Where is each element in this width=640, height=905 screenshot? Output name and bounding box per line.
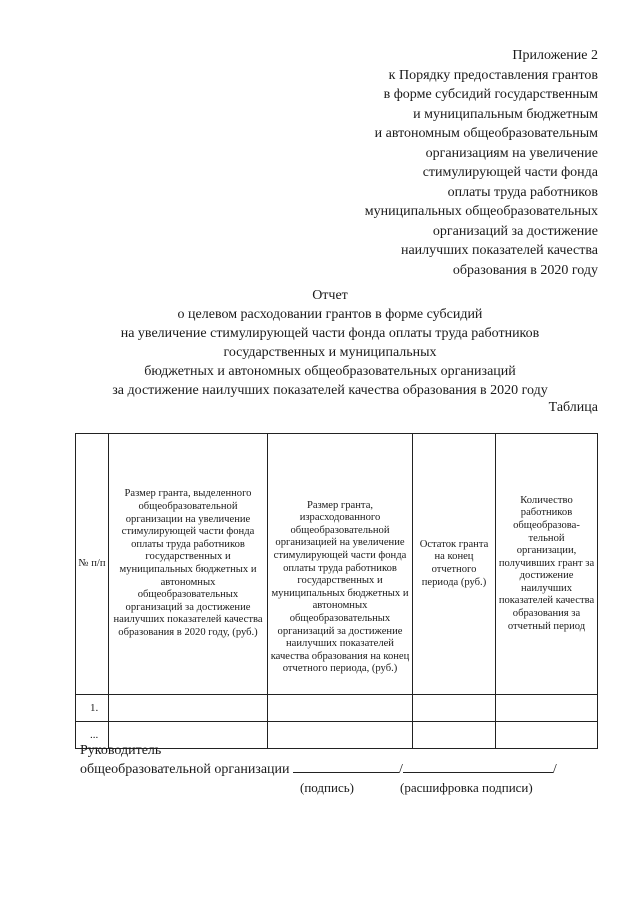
appendix-line: стимулирующей части фонда (422, 165, 598, 180)
report-title-line: за достижение наилучших показателей качества образования в 2020 году (112, 383, 548, 398)
table-row (76, 695, 598, 722)
appendix-line: оплаты труда работников (447, 184, 598, 200)
appendix-line: к Порядку предоставления грантов (388, 67, 598, 83)
report-title (60, 286, 600, 400)
report-title-line: государственных и муниципальных (223, 345, 437, 360)
appendix-line: в форме субсидий государственным (383, 87, 598, 102)
table-cell-number: 1. (76, 695, 109, 722)
table-header-row (76, 434, 598, 695)
header-number: № п/п (76, 434, 109, 695)
header-employee-count: Количество работников общеобразова-тельной организации, получивших грант за достижение наилучших показателей качества образования за отчетный период (496, 434, 598, 695)
report-table (75, 433, 598, 749)
header-grant-remaining: Остаток гранта на конец отчетного периода (руб.) (413, 434, 496, 695)
report-title-line: Отчет (312, 288, 348, 303)
table-cell-number: ... (76, 722, 109, 749)
report-title-line: бюджетных и автономных общеобразовательных организаций (144, 364, 516, 379)
signature-org-label: общеобразовательной организации (80, 762, 290, 777)
signature-heading: Руководитель (80, 743, 162, 758)
table-label: Таблица (548, 400, 598, 415)
signature-row (80, 759, 580, 778)
appendix-line: организациям на увеличение (425, 145, 598, 161)
header-grant-spent: Размер гранта, израсходованного общеобразовательной организацией на увеличение стимулирующей части фонда оплаты труда работников государственных и муниципальных бюджетных и автономных общеобразовательных организаций за достижение наилучших показателей качества образования на конец отчетного периода, (руб.) (268, 434, 413, 695)
appendix-line: наилучших показателей качества (400, 243, 598, 258)
table-cell (268, 695, 413, 722)
appendix-line: муниципальных общеобразовательных (364, 204, 598, 219)
table-cell (496, 695, 598, 722)
appendix-line: образования в 2020 году (452, 262, 598, 278)
report-title-line: на увеличение стимулирующей части фонда оплаты труда работников (120, 326, 540, 341)
signature-slash-end: / (552, 762, 557, 777)
signature-block (80, 742, 580, 794)
signature-decoding-line (403, 759, 553, 773)
table-cell (413, 695, 496, 722)
appendix-line: организаций за достижение (432, 223, 598, 239)
appendix-header (298, 46, 598, 280)
caption-decoding: (расшифровка подписи) (400, 780, 533, 795)
appendix-line: и автономным общеобразовательным (374, 126, 598, 141)
report-title-line: о целевом расходовании грантов в форме субсидий (177, 307, 483, 322)
signature-line (293, 759, 399, 773)
table-cell (109, 695, 268, 722)
appendix-line: Приложение 2 (512, 48, 598, 63)
signature-slash: / (399, 762, 403, 777)
signature-captions (80, 778, 580, 794)
caption-signature: (подпись) (300, 780, 354, 795)
header-grant-allocated: Размер гранта, выделенного общеобразовательной организации на увеличение стимулирующей части фонда оплаты труда работников государственных и муниципальных бюджетных и автономных общеобразовательных организаций за достижение наилучших показателей качества образования в 2020 году, (руб.) (109, 434, 268, 695)
appendix-line: и муниципальным бюджетным (413, 106, 598, 122)
